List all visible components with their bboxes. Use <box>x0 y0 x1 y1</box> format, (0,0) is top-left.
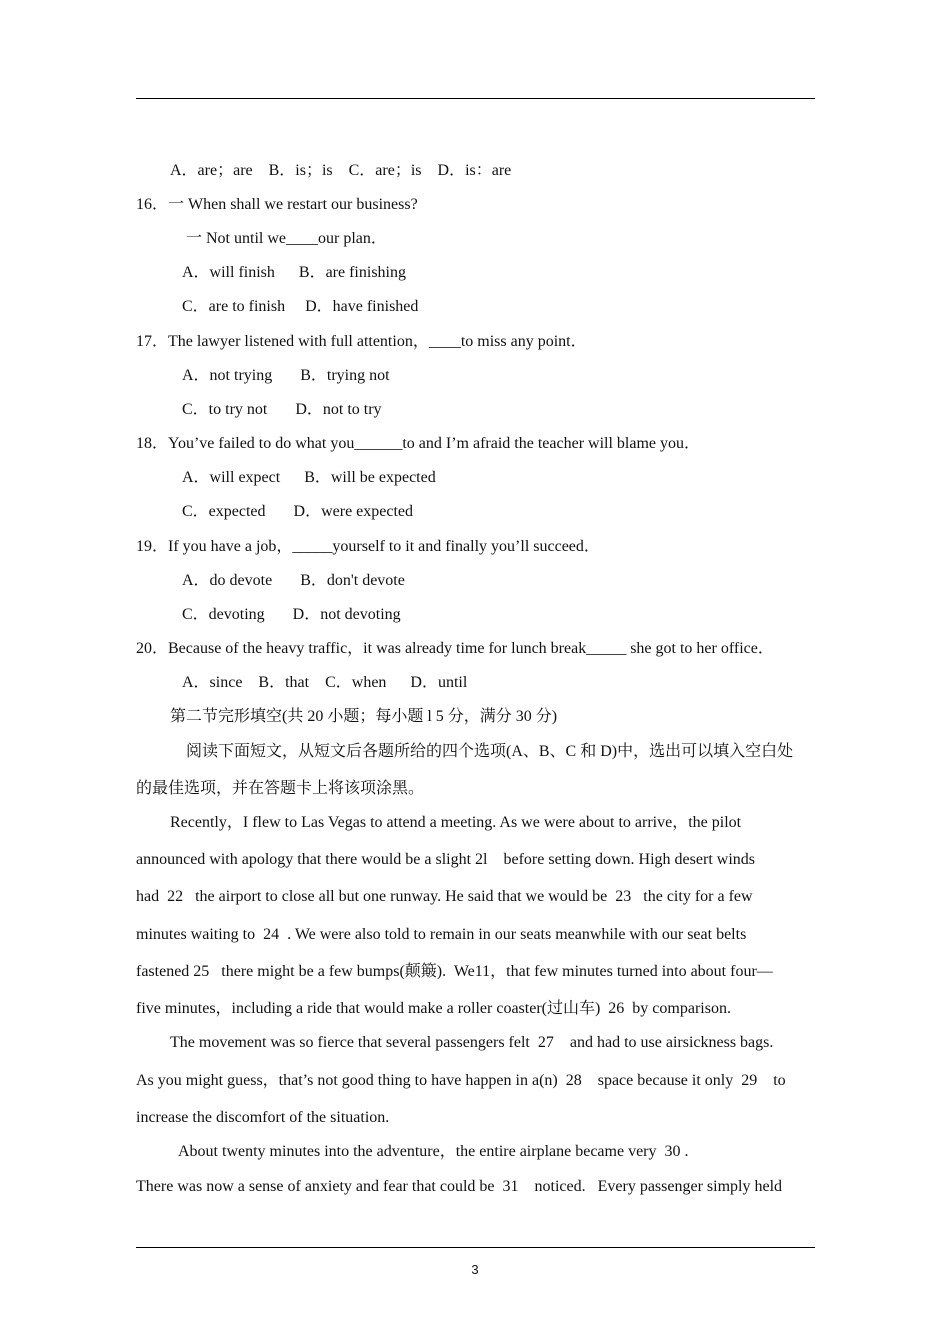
q17-options-cd: C．to try not D．not to try <box>182 401 382 418</box>
q16-response: 一 Not until we____our plan． <box>186 230 387 247</box>
passage-line: There was now a sense of anxiety and fear that could be 31 noticed. Every passenger simply held <box>136 1178 783 1195</box>
passage-line: had 22 the airport to close all but one runway. He said that we would be 23 the city for a few <box>136 888 753 905</box>
passage-line: fastened 25 there might be a few bumps(颠簸). We11，that few minutes turned into about four— <box>136 963 773 980</box>
q19-options-cd: C．devoting D．not devoting <box>182 606 401 623</box>
instructions-line1: 阅读下面短文，从短文后各题所给的四个选项(A、B、C 和 D)中，选出可以填入空白处 <box>186 743 794 760</box>
passage-line: announced with apology that there would be a slight 2l before setting down. High desert winds <box>136 851 755 868</box>
q16-options-cd: C．are to finish D．have finished <box>182 298 419 315</box>
q20-stem: 20．Because of the heavy traffic，it was already time for lunch break_____ she got to her office． <box>136 640 774 657</box>
q17-stem: 17．The lawyer listened with full attention，____to miss any point． <box>136 333 587 350</box>
q18-options-ab: A．will expect B．will be expected <box>182 469 436 486</box>
q17-options-ab: A．not trying B．trying not <box>182 367 390 384</box>
passage-line: As you might guess，that’s not good thing to have happen in a(n) 28 space because it only 29 to <box>136 1072 786 1089</box>
passage-line: The movement was so fierce that several passengers felt 27 and had to use airsickness bags. <box>170 1034 774 1051</box>
q20-options: A．since B．that C．when D．until <box>182 674 468 691</box>
footer-rule <box>136 1247 815 1248</box>
q15-options: A．are；are B．is；is C．are；is D．is：are <box>170 162 512 179</box>
passage-line: About twenty minutes into the adventure，the entire airplane became very 30 . <box>178 1143 689 1160</box>
q18-stem: 18．You’ve failed to do what you______to and I’m afraid the teacher will blame you． <box>136 435 701 452</box>
passage-line: increase the discomfort of the situation. <box>136 1109 390 1126</box>
instructions-line2: 的最佳选项，并在答题卡上将该项涂黑。 <box>136 780 425 797</box>
q19-stem: 19．If you have a job，_____yourself to it and finally you’ll succeed． <box>136 538 600 555</box>
page-number: 3 <box>471 1262 479 1277</box>
q18-options-cd: C．expected D．were expected <box>182 503 414 520</box>
passage-line: Recently，I flew to Las Vegas to attend a meeting. As we were about to arrive，the pilot <box>170 814 742 831</box>
q19-options-ab: A．do devote B．don't devote <box>182 572 405 589</box>
q16-options-ab: A．will finish B．are finishing <box>182 264 406 281</box>
section-heading: 第二节完形填空(共 20 小题；每小题 l 5 分，满分 30 分) <box>170 708 558 725</box>
q16-stem: 16．一 When shall we restart our business? <box>136 196 418 213</box>
header-rule <box>136 98 815 99</box>
passage-line: five minutes，including a ride that would make a roller coaster(过山车) 26 by comparison. <box>136 1000 731 1017</box>
passage-line: minutes waiting to 24 . We were also told to remain in our seats meanwhile with our seat belts <box>136 926 747 943</box>
